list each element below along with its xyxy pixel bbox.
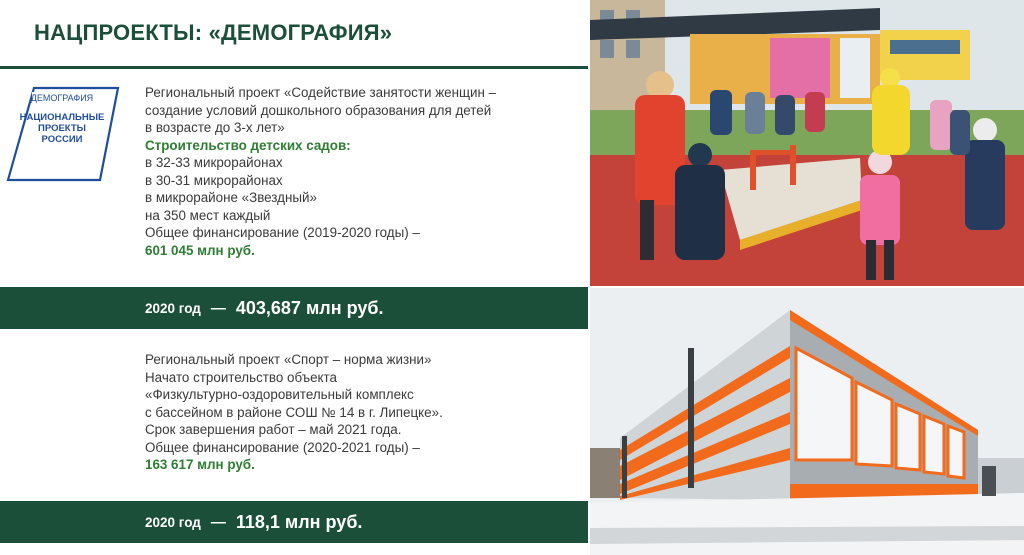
block2-total: 163 617 млн руб.: [145, 457, 255, 472]
block1-item: в 32-33 микрорайонах: [145, 155, 283, 170]
kindergarten-playground-photo: [590, 0, 1024, 286]
block2-line: Срок завершения работ – май 2021 года.: [145, 422, 402, 437]
block1-item: в 30-31 микрорайонах: [145, 172, 283, 188]
block1-line: создание условий дошкольного образования для детей: [145, 102, 492, 118]
logo-line-1: НАЦИОНАЛЬНЫЕ: [19, 112, 105, 123]
sports-complex-photo: [590, 288, 1024, 555]
block1-total: 601 045 млн руб.: [145, 242, 255, 258]
block2-line: Начато строительство объекта: [145, 369, 337, 385]
logo-line-2: ПРОЕКТЫ: [38, 123, 86, 134]
national-projects-logo: [4, 84, 122, 184]
block2-line: «Физкультурно-оздоровительный комплекс: [145, 387, 414, 402]
band2-dash: —: [210, 513, 226, 531]
block2-line: Общее финансирование (2020-2021 годы) –: [145, 439, 420, 455]
band1-dash: —: [210, 299, 226, 317]
block2-line: Региональный проект «Спорт – норма жизни»: [145, 352, 432, 367]
logo-line-3: РОССИИ: [41, 134, 83, 145]
block-kindergartens: [145, 84, 575, 259]
funding-band-2020-kindergartens: [0, 287, 588, 329]
band2-year: 2020 год: [145, 514, 201, 530]
page-title: НАЦПРОЕКТЫ: «ДЕМОГРАФИЯ»: [34, 20, 393, 45]
block1-item: Общее финансирование (2019-2020 годы) –: [145, 225, 420, 240]
title-divider: [0, 66, 588, 69]
block1-item: в микрорайоне «Звездный»: [145, 190, 317, 205]
band2-amount: 118,1 млн руб.: [235, 511, 363, 532]
logo-top-word: ДЕМОГРАФИЯ: [30, 93, 94, 103]
block1-line: в возрасте до 3-х лет»: [145, 120, 285, 135]
block1-line: Региональный проект «Содействие занятости женщин –: [145, 85, 497, 100]
band1-amount: 403,687 млн руб.: [235, 297, 384, 318]
band1-year: 2020 год: [145, 300, 201, 316]
block1-subheading: Строительство детских садов:: [145, 137, 351, 153]
block1-item: на 350 мест каждый: [145, 207, 271, 223]
block-sports-complex: [145, 351, 575, 474]
funding-band-2020-sports: [0, 501, 588, 543]
block2-line: с бассейном в районе СОШ № 14 в г. Липецке».: [145, 404, 443, 420]
